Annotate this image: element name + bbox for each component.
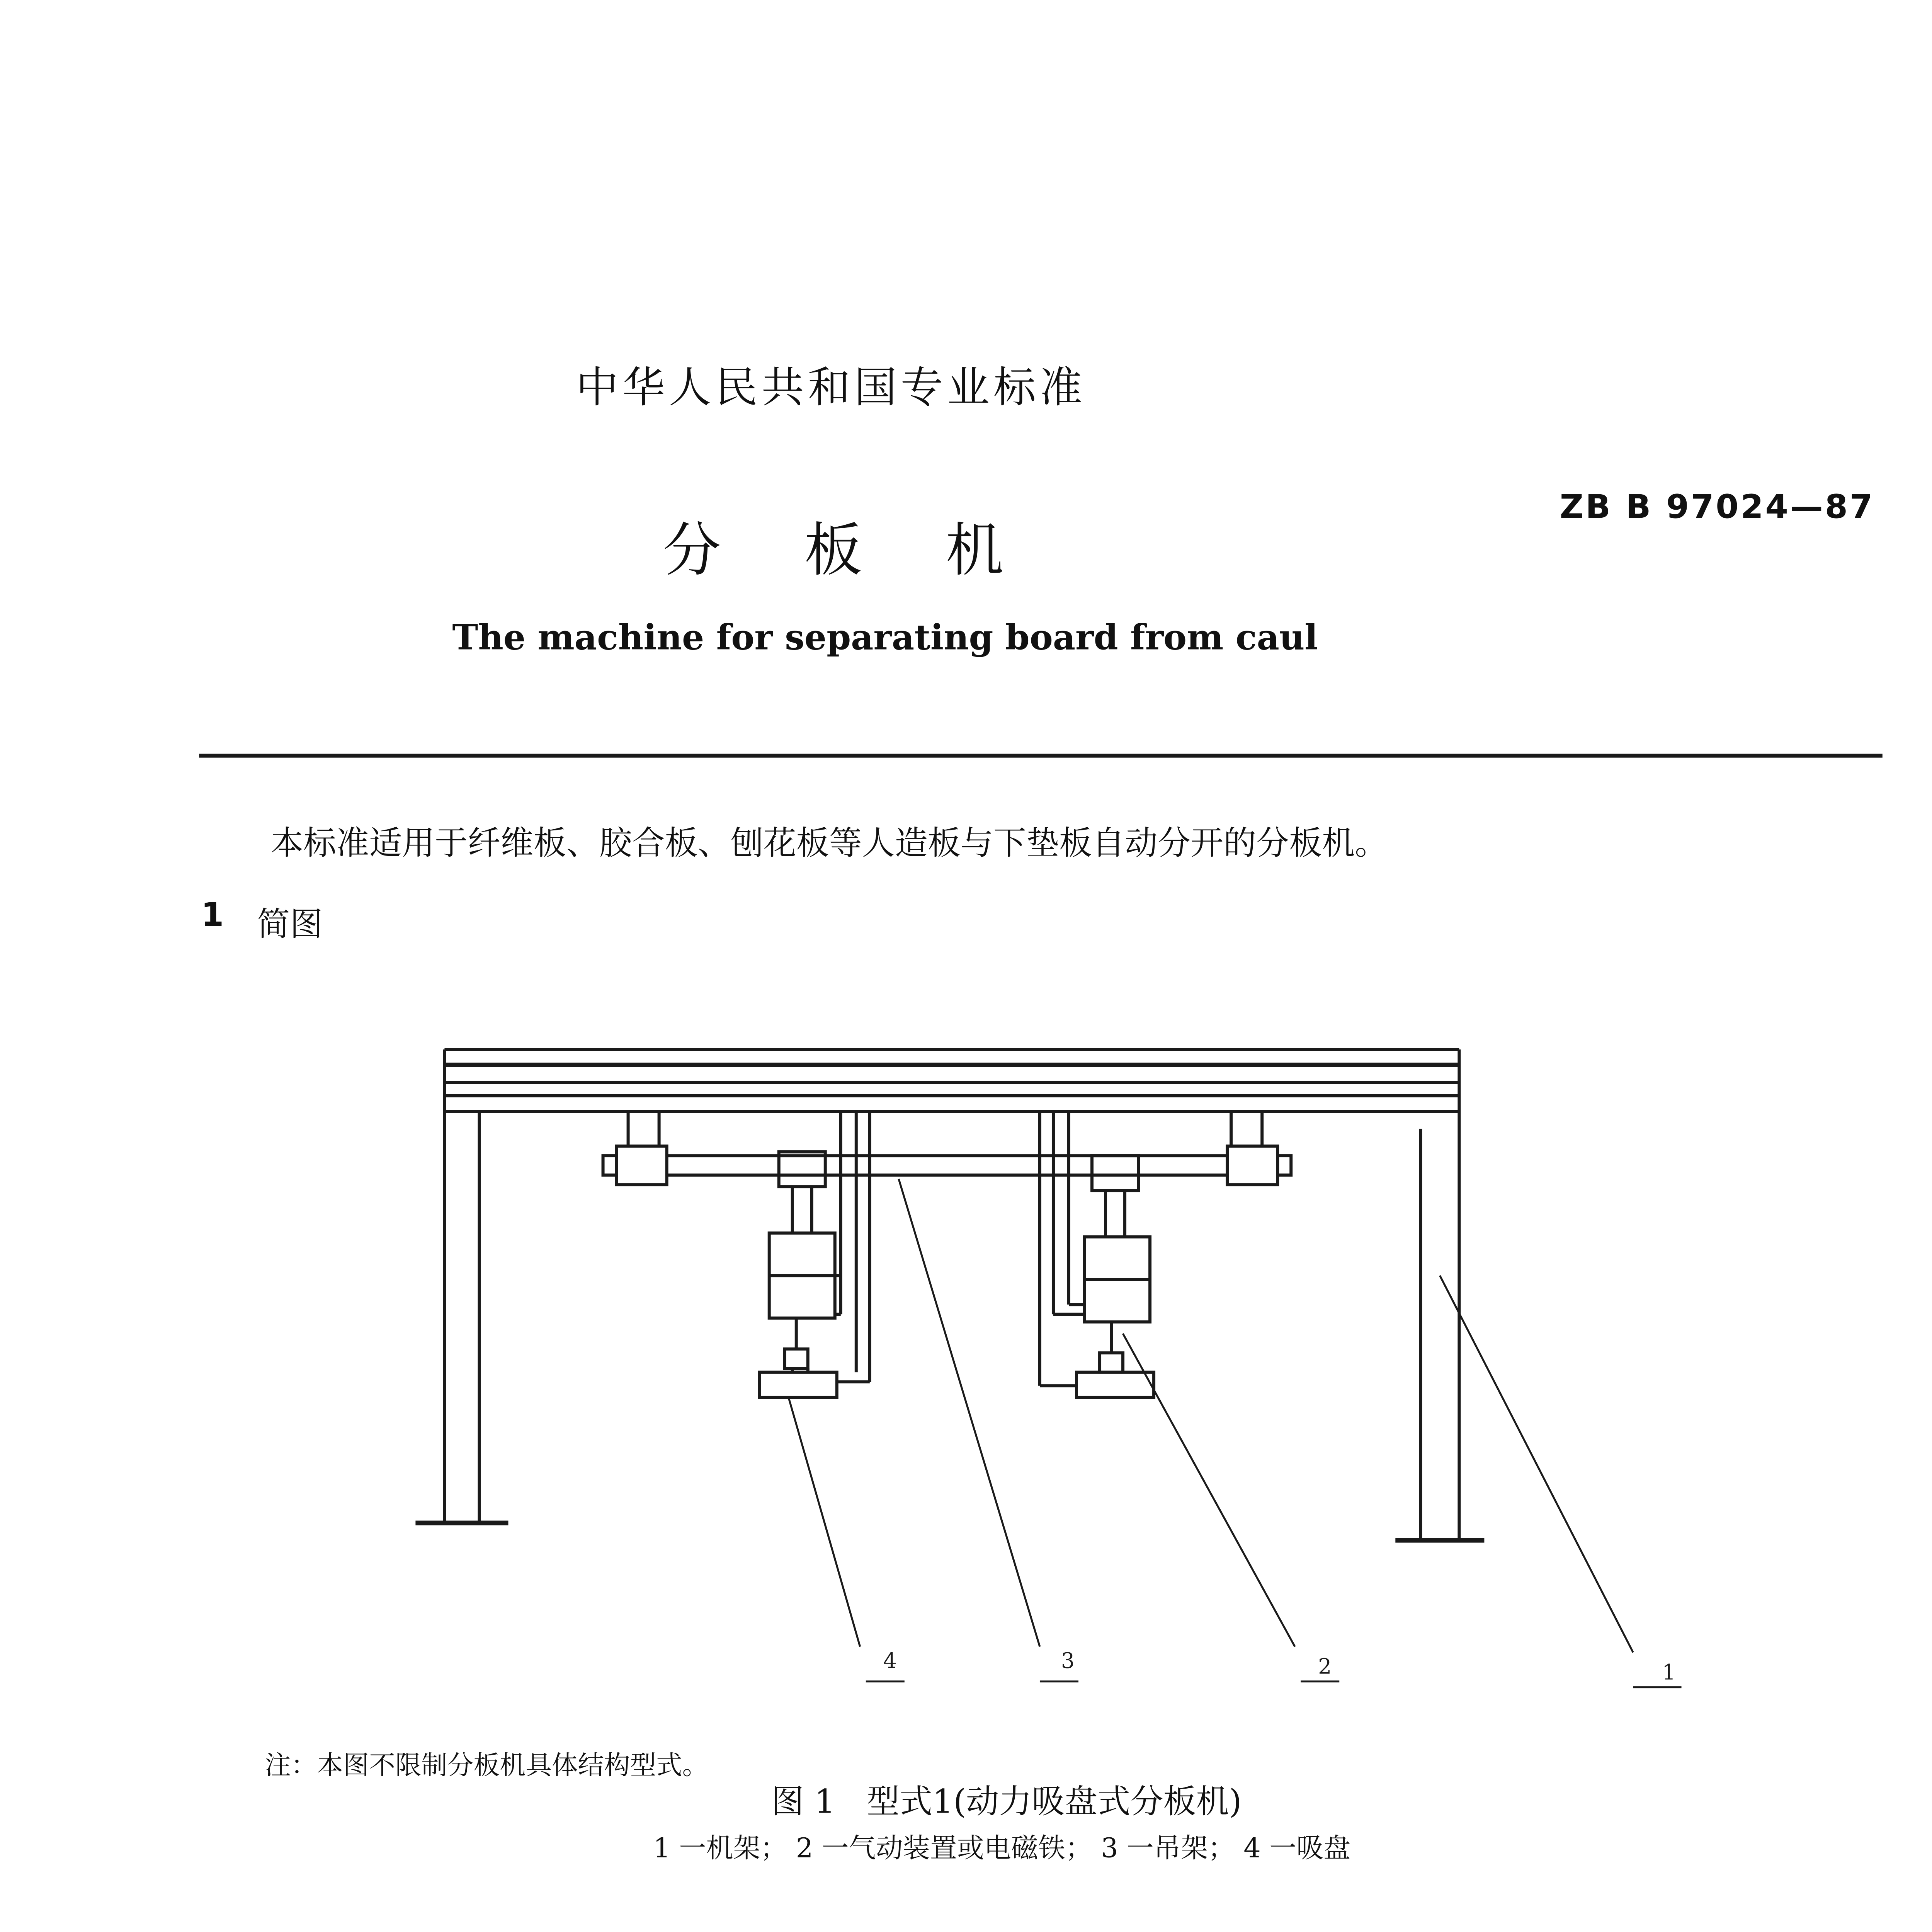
hanger-left-carriage bbox=[779, 1111, 870, 1382]
callout-2: 2 bbox=[1318, 1654, 1332, 1679]
header-rule bbox=[199, 754, 1883, 758]
figure-legend: 1 一机架； 2 一气动装置或电磁铁； 3 一吊架； 4 一吸盘 bbox=[653, 1834, 1351, 1865]
scope-paragraph: 本标准适用于纤维板、胶合板、刨花板等人造板与下垫板自动分开的分板机。 bbox=[270, 825, 1388, 864]
hanger-right-hook bbox=[1227, 1111, 1291, 1185]
standard-code: ZB B 97024—87 bbox=[1560, 489, 1875, 528]
pneumatic-cylinder-left bbox=[769, 1187, 841, 1372]
hanger-left-hook bbox=[603, 1111, 667, 1185]
figure-note: 注：本图不限制分板机具体结构型式。 bbox=[265, 1751, 709, 1782]
leader-lines bbox=[789, 1179, 1682, 1687]
standard-category: 中华人民共和国专业标准 bbox=[576, 365, 1087, 414]
machine-frame bbox=[415, 1049, 1484, 1540]
suction-cup-right bbox=[1040, 1372, 1154, 1397]
hanger-right-carriage bbox=[1040, 1111, 1138, 1386]
callout-4: 4 bbox=[883, 1648, 897, 1673]
hanger-rail bbox=[667, 1156, 1228, 1175]
section-number: 1 bbox=[201, 896, 224, 935]
callout-1: 1 bbox=[1662, 1660, 1676, 1685]
figure-caption: 图 1 型式1(动力吸盘式分板机) bbox=[771, 1784, 1242, 1823]
callout-3: 3 bbox=[1061, 1648, 1075, 1673]
suction-cup-left bbox=[760, 1372, 870, 1397]
title-chinese: 分 板 机 bbox=[663, 518, 1006, 586]
section-title: 简图 bbox=[257, 906, 323, 945]
machine-diagram bbox=[396, 986, 1730, 1711]
title-english: The machine for separating board from caul bbox=[452, 618, 1318, 659]
